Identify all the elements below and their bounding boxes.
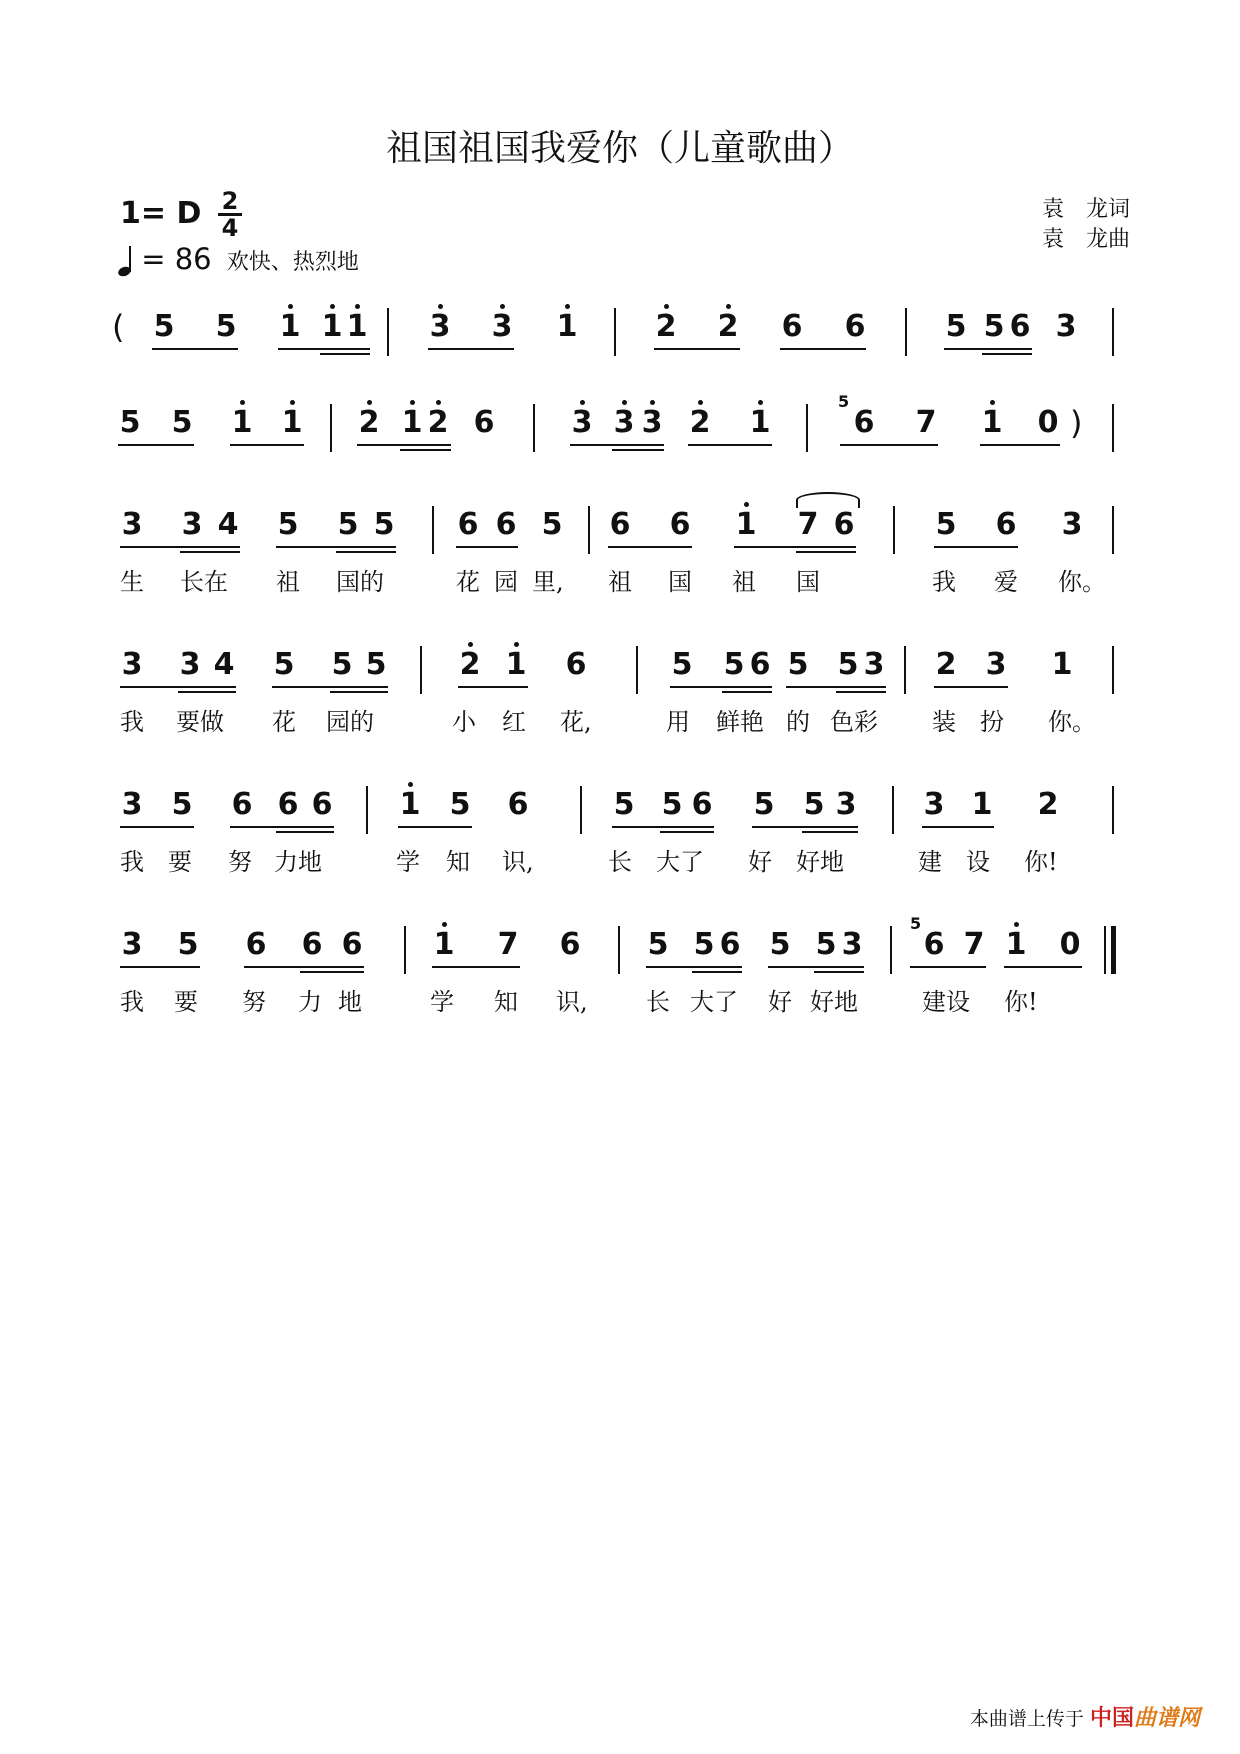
lyric: 生: [120, 568, 144, 596]
note: 0: [1037, 405, 1059, 440]
note: 4: [217, 507, 239, 542]
note: 1: [1051, 647, 1073, 682]
note: 5: [647, 927, 669, 962]
note: 5: [935, 507, 957, 542]
site-logo[interactable]: 中国: [1089, 1706, 1134, 1731]
lyric: 好: [748, 848, 772, 876]
note: 3: [570, 406, 594, 440]
note: 3: [835, 787, 857, 822]
lyric: 好地: [796, 848, 844, 876]
note: 3: [181, 507, 203, 542]
note: 3: [923, 787, 945, 822]
note: 2: [935, 647, 957, 682]
lyric: 我: [120, 848, 144, 876]
lyric: 园的: [326, 708, 374, 736]
note: 6: [507, 787, 529, 822]
lyric: 你!: [1004, 988, 1038, 1016]
slur: [796, 492, 860, 508]
tempo-mood: 欢快、热烈地: [226, 250, 359, 275]
lyric: 园: [494, 568, 518, 596]
lyric: 祖: [276, 568, 300, 596]
quarter-note-icon: [118, 246, 132, 276]
tempo-marking: [118, 242, 359, 276]
lyric: 你。: [1048, 708, 1096, 736]
note: 1: [345, 310, 369, 344]
lyric: 我: [120, 708, 144, 736]
note: 1: [971, 787, 993, 822]
note: 3: [863, 647, 885, 682]
lyric: 国: [668, 568, 692, 596]
note: 5: [277, 507, 299, 542]
note: 6: [473, 405, 495, 440]
time-sig-top: 2: [221, 187, 239, 215]
footer: [970, 1701, 1200, 1732]
note: 3: [985, 647, 1007, 682]
note: 5: [337, 507, 359, 542]
note: 5: [769, 927, 791, 962]
note: 5: [837, 647, 859, 682]
lyric: 大了: [656, 848, 704, 876]
lyric: 大了: [690, 988, 738, 1016]
note: 1: [504, 648, 528, 682]
note: 6: [923, 927, 945, 962]
credits: [1042, 195, 1130, 255]
note: 6: [245, 927, 267, 962]
note: 1: [980, 406, 1004, 440]
grace-note: 5: [838, 392, 850, 411]
note: 6: [341, 927, 363, 962]
lyric: 花: [456, 568, 480, 596]
composer: 袁 龙曲: [1041, 227, 1130, 252]
score-row-5: [0, 788, 1240, 908]
lyric: 要: [174, 988, 198, 1016]
time-sig-bottom: 4: [221, 214, 239, 242]
time-signature: [218, 187, 242, 242]
lyric: 用: [666, 708, 690, 736]
note: 5: [331, 647, 353, 682]
lyric: 力地: [274, 848, 322, 876]
lyric: 爱: [994, 568, 1018, 596]
open-paren: (: [112, 308, 125, 346]
score-row-3: [0, 508, 1240, 628]
note: 6: [844, 309, 866, 344]
note: 5: [273, 647, 295, 682]
lyric: 好: [768, 988, 792, 1016]
note: 3: [121, 507, 143, 542]
note: 5: [671, 647, 693, 682]
lyric: 国: [796, 568, 820, 596]
note: 5: [171, 787, 193, 822]
note: 5: [803, 787, 825, 822]
note: 6: [853, 405, 875, 440]
note: 1: [555, 310, 579, 344]
note: 5: [723, 647, 745, 682]
note: 7: [963, 927, 985, 962]
note: 1: [734, 508, 758, 542]
note: 6: [609, 507, 631, 542]
lyric: 你!: [1024, 848, 1058, 876]
note: 5: [177, 927, 199, 962]
note: 5: [171, 405, 193, 440]
note: 3: [1061, 507, 1083, 542]
note: 6: [719, 927, 741, 962]
lyric: 好地: [810, 988, 858, 1016]
note: 3: [490, 310, 514, 344]
note: 1: [748, 406, 772, 440]
footer-text: 本曲谱上传于: [969, 1708, 1084, 1730]
note: 7: [915, 405, 937, 440]
lyric: 祖: [732, 568, 756, 596]
note: 2: [357, 406, 381, 440]
lyric: 我: [932, 568, 956, 596]
note: 6: [277, 787, 299, 822]
note: 2: [716, 310, 740, 344]
note: 6: [995, 507, 1017, 542]
lyric: 识,: [556, 988, 588, 1016]
note: 3: [841, 927, 863, 962]
lyric: 色彩: [830, 708, 878, 736]
note: 4: [213, 647, 235, 682]
site-logo-suffix[interactable]: 曲谱网: [1133, 1706, 1200, 1731]
note: 6: [231, 787, 253, 822]
note: 7: [797, 507, 819, 542]
lyric: 红: [502, 708, 526, 736]
lyric: 知: [494, 988, 518, 1016]
lyric: 力: [298, 988, 322, 1016]
lyric: 学: [396, 848, 420, 876]
note: 6: [833, 507, 855, 542]
lyricist: 袁 龙词: [1041, 197, 1130, 222]
lyric: 长: [608, 848, 632, 876]
note: 2: [1037, 787, 1059, 822]
note: 6: [457, 507, 479, 542]
note: 1: [398, 788, 422, 822]
lyric: 祖: [608, 568, 632, 596]
note: 1: [278, 310, 302, 344]
note: 3: [612, 406, 636, 440]
note: 1: [320, 310, 344, 344]
key-signature: 1= D: [120, 196, 202, 231]
note: 3: [121, 927, 143, 962]
note: 1: [230, 406, 254, 440]
lyric: 我: [120, 988, 144, 1016]
note: 6: [311, 787, 333, 822]
note: 5: [365, 647, 387, 682]
note: 2: [688, 406, 712, 440]
lyric: 要做: [176, 708, 224, 736]
note: 3: [121, 647, 143, 682]
lyric: 建: [918, 848, 942, 876]
note: 6: [669, 507, 691, 542]
note: 5: [119, 405, 141, 440]
note: 5: [541, 507, 563, 542]
note: 6: [749, 647, 771, 682]
score-row-4: [0, 648, 1240, 768]
lyric: 的: [786, 708, 810, 736]
note: 7: [497, 927, 519, 962]
lyric: 学: [430, 988, 454, 1016]
note: 1: [280, 406, 304, 440]
lyric: 国的: [336, 568, 384, 596]
lyric: 花: [272, 708, 296, 736]
note: 5: [373, 507, 395, 542]
note: 5: [815, 927, 837, 962]
close-paren: ): [1070, 404, 1083, 442]
note: 6: [301, 927, 323, 962]
note: 6: [781, 309, 803, 344]
note: 6: [559, 927, 581, 962]
grace-note: 5: [910, 914, 922, 933]
lyric: 小: [452, 708, 476, 736]
note: 2: [426, 406, 450, 440]
note: 3: [428, 310, 452, 344]
note: 3: [640, 406, 664, 440]
note: 5: [753, 787, 775, 822]
tempo-value: = 86: [141, 242, 212, 276]
note: 5: [693, 927, 715, 962]
note: 5: [613, 787, 635, 822]
note: 0: [1059, 927, 1081, 962]
lyric: 扮: [980, 708, 1004, 736]
note: 2: [654, 310, 678, 344]
note: 5: [983, 309, 1005, 344]
lyric: 地: [338, 988, 362, 1016]
note: 5: [449, 787, 471, 822]
lyric: 长在: [180, 568, 228, 596]
note: 5: [661, 787, 683, 822]
lyric: 花,: [560, 708, 592, 736]
note: 5: [945, 309, 967, 344]
note: 5: [215, 309, 237, 344]
lyric: 鲜艳: [716, 708, 764, 736]
note: 3: [179, 647, 201, 682]
note: 3: [121, 787, 143, 822]
note: 1: [400, 406, 424, 440]
song-title: 祖国祖国我爱你（儿童歌曲）: [385, 128, 854, 169]
note: 6: [1009, 309, 1031, 344]
score-row-6: [0, 914, 1240, 1048]
note: 6: [495, 507, 517, 542]
lyric: 你。: [1058, 568, 1106, 596]
lyric: 努: [228, 848, 252, 876]
note: 6: [691, 787, 713, 822]
lyric: 努: [242, 988, 266, 1016]
lyric: 设: [966, 848, 990, 876]
lyric: 装: [932, 708, 956, 736]
lyric: 长: [646, 988, 670, 1016]
lyric: 识,: [502, 848, 534, 876]
lyric: 要: [168, 848, 192, 876]
note: 6: [565, 647, 587, 682]
lyric: 知: [446, 848, 470, 876]
lyric: 建设: [922, 988, 970, 1016]
note: 5: [153, 309, 175, 344]
note: 3: [1055, 309, 1077, 344]
note: 1: [432, 928, 456, 962]
note: 1: [1004, 928, 1028, 962]
note: 5: [787, 647, 809, 682]
lyric: 里,: [532, 568, 564, 596]
note: 2: [458, 648, 482, 682]
